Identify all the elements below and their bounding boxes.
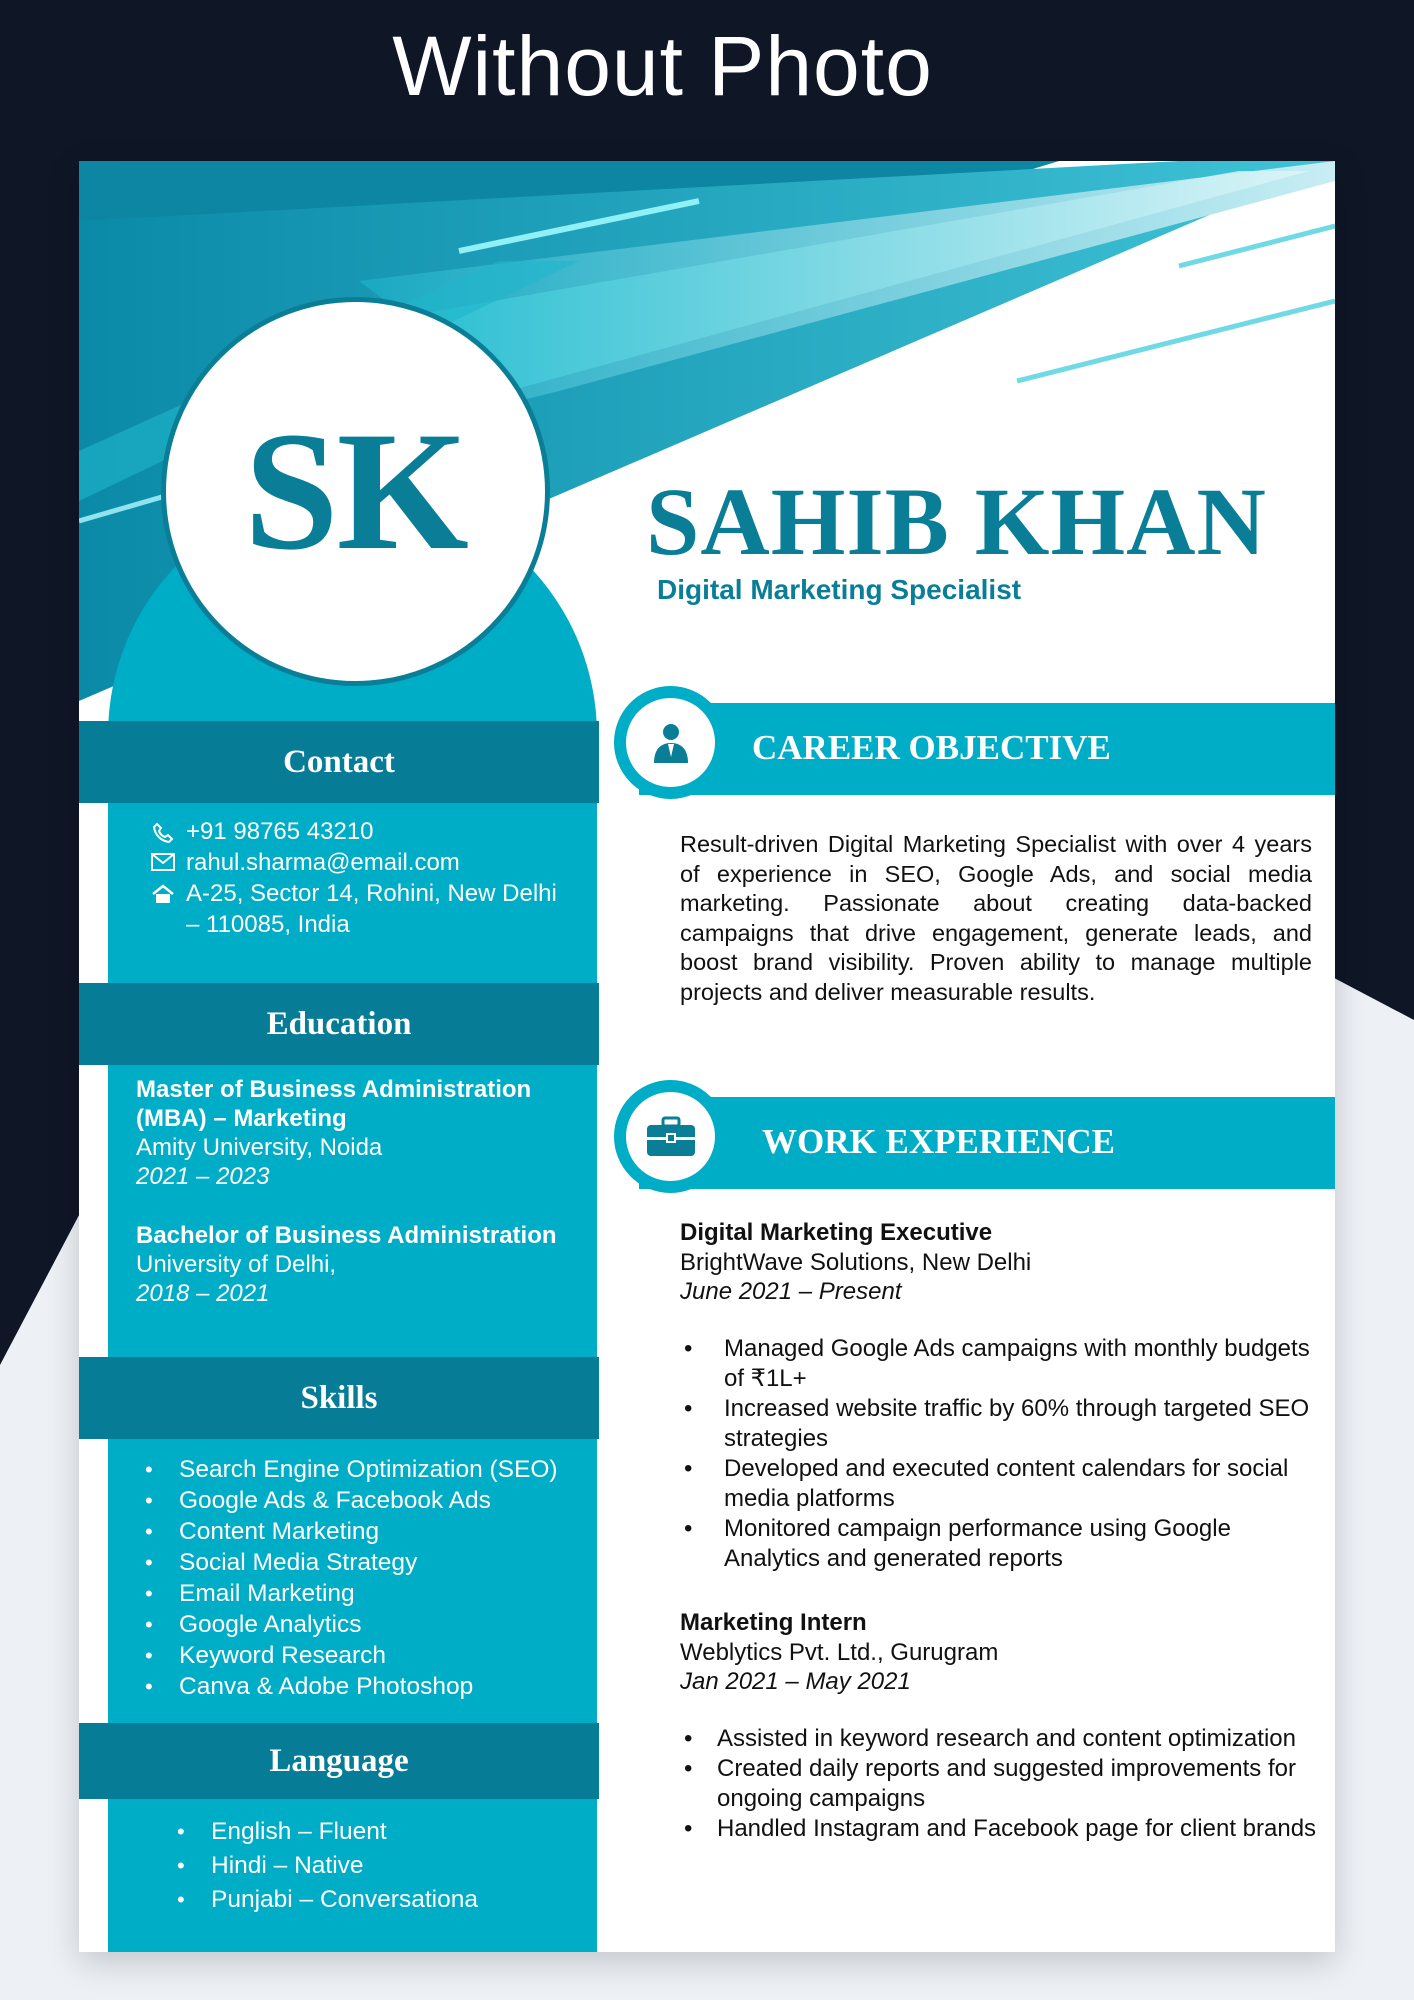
skill-item: • Content Marketing [143, 1516, 583, 1547]
monogram-badge [161, 297, 550, 686]
job-role: Marketing Intern [680, 1609, 867, 1636]
job-bullet: • Created daily reports and suggested improvements for ongoing campaigns [680, 1754, 1320, 1814]
education-degree: Bachelor of Business Administration [136, 1222, 557, 1249]
language-list [175, 1815, 575, 1917]
person-icon [649, 721, 693, 765]
education-item [136, 1075, 576, 1191]
job-bullet: • Increased website traffic by 60% through targeted SEO strategies [680, 1394, 1320, 1454]
skills-heading: Skills [79, 1357, 599, 1439]
education-section [136, 1075, 576, 1338]
contact-email: rahul.sharma@email.com [186, 849, 460, 876]
language-item: • Hindi – Native [175, 1849, 575, 1883]
job-bullet: • Handled Instagram and Facebook page for client brands [680, 1814, 1320, 1844]
job-bullets [680, 1724, 1320, 1844]
phone-icon [140, 816, 186, 847]
banner-title: Without Photo [392, 19, 933, 113]
career-objective-text: Result-driven Digital Marketing Specialist with over 4 years of experience in SEO, Google Ads, and social media marketing. Passionate about creating data-backed campaigns that drive engagement, generate leads, and boost brand visibility. Proven ability to manage multiple projects and deliver measurable results. [680, 831, 1312, 1005]
skill-item: • Keyword Research [143, 1640, 583, 1671]
contact-address-row [140, 878, 570, 940]
language-heading: Language [79, 1723, 599, 1799]
job-bullet: • Monitored campaign performance using Google Analytics and generated reports [680, 1514, 1320, 1574]
job-entry [680, 1608, 1320, 1844]
skill-item: • Canva & Adobe Photoshop [143, 1671, 583, 1702]
education-heading: Education [79, 983, 599, 1065]
resume-sheet [79, 161, 1335, 1952]
contact-section [140, 816, 570, 940]
education-school: University of Delhi, [136, 1251, 337, 1278]
education-years: 2021 – 2023 [136, 1163, 270, 1190]
skill-item: • Search Engine Optimization (SEO) [143, 1454, 583, 1485]
contact-heading: Contact [79, 721, 599, 803]
education-years: 2018 – 2021 [136, 1280, 270, 1307]
work-experience-badge [614, 1080, 727, 1193]
job-company: BrightWave Solutions, New Delhi [680, 1248, 1032, 1276]
career-objective-heading: CAREER OBJECTIVE [752, 728, 1111, 767]
job-company: Weblytics Pvt. Ltd., Gurugram [680, 1638, 999, 1666]
skill-item: • Social Media Strategy [143, 1547, 583, 1578]
job-bullet: • Assisted in keyword research and content optimization [680, 1724, 1320, 1754]
skills-list [143, 1454, 583, 1702]
home-icon [140, 878, 186, 940]
skill-item: • Google Analytics [143, 1609, 583, 1640]
career-objective-badge [614, 686, 727, 799]
contact-address: A-25, Sector 14, Rohini, New Delhi – 110085, India [186, 880, 557, 938]
language-item: • Punjabi – Conversationa [175, 1883, 575, 1917]
job-bullet: • Managed Google Ads campaigns with monthly budgets of ₹1L+ [680, 1334, 1320, 1394]
candidate-name: SAHIB KHAN [646, 468, 1267, 575]
contact-email-row [140, 847, 570, 878]
work-experience-heading: WORK EXPERIENCE [762, 1122, 1115, 1161]
language-item: • English – Fluent [175, 1815, 575, 1849]
education-school: Amity University, Noida [136, 1134, 383, 1161]
skill-item: • Google Ads & Facebook Ads [143, 1485, 583, 1516]
mail-icon [140, 847, 186, 878]
job-bullets [680, 1334, 1320, 1574]
education-item [136, 1221, 576, 1308]
monogram-initials: SK [244, 397, 467, 585]
job-dates: June 2021 – Present [680, 1278, 902, 1305]
briefcase-icon [645, 1116, 697, 1158]
education-degree: Master of Business Administration (MBA) – Marketing [136, 1076, 532, 1132]
job-entry [680, 1218, 1320, 1574]
contact-phone: +91 98765 43210 [186, 818, 374, 845]
skill-item: • Email Marketing [143, 1578, 583, 1609]
job-bullet: • Developed and executed content calendars for social media platforms [680, 1454, 1320, 1514]
job-role: Digital Marketing Executive [680, 1219, 993, 1246]
candidate-title: Digital Marketing Specialist [657, 574, 1022, 605]
job-dates: Jan 2021 – May 2021 [680, 1668, 911, 1695]
contact-phone-row [140, 816, 570, 847]
